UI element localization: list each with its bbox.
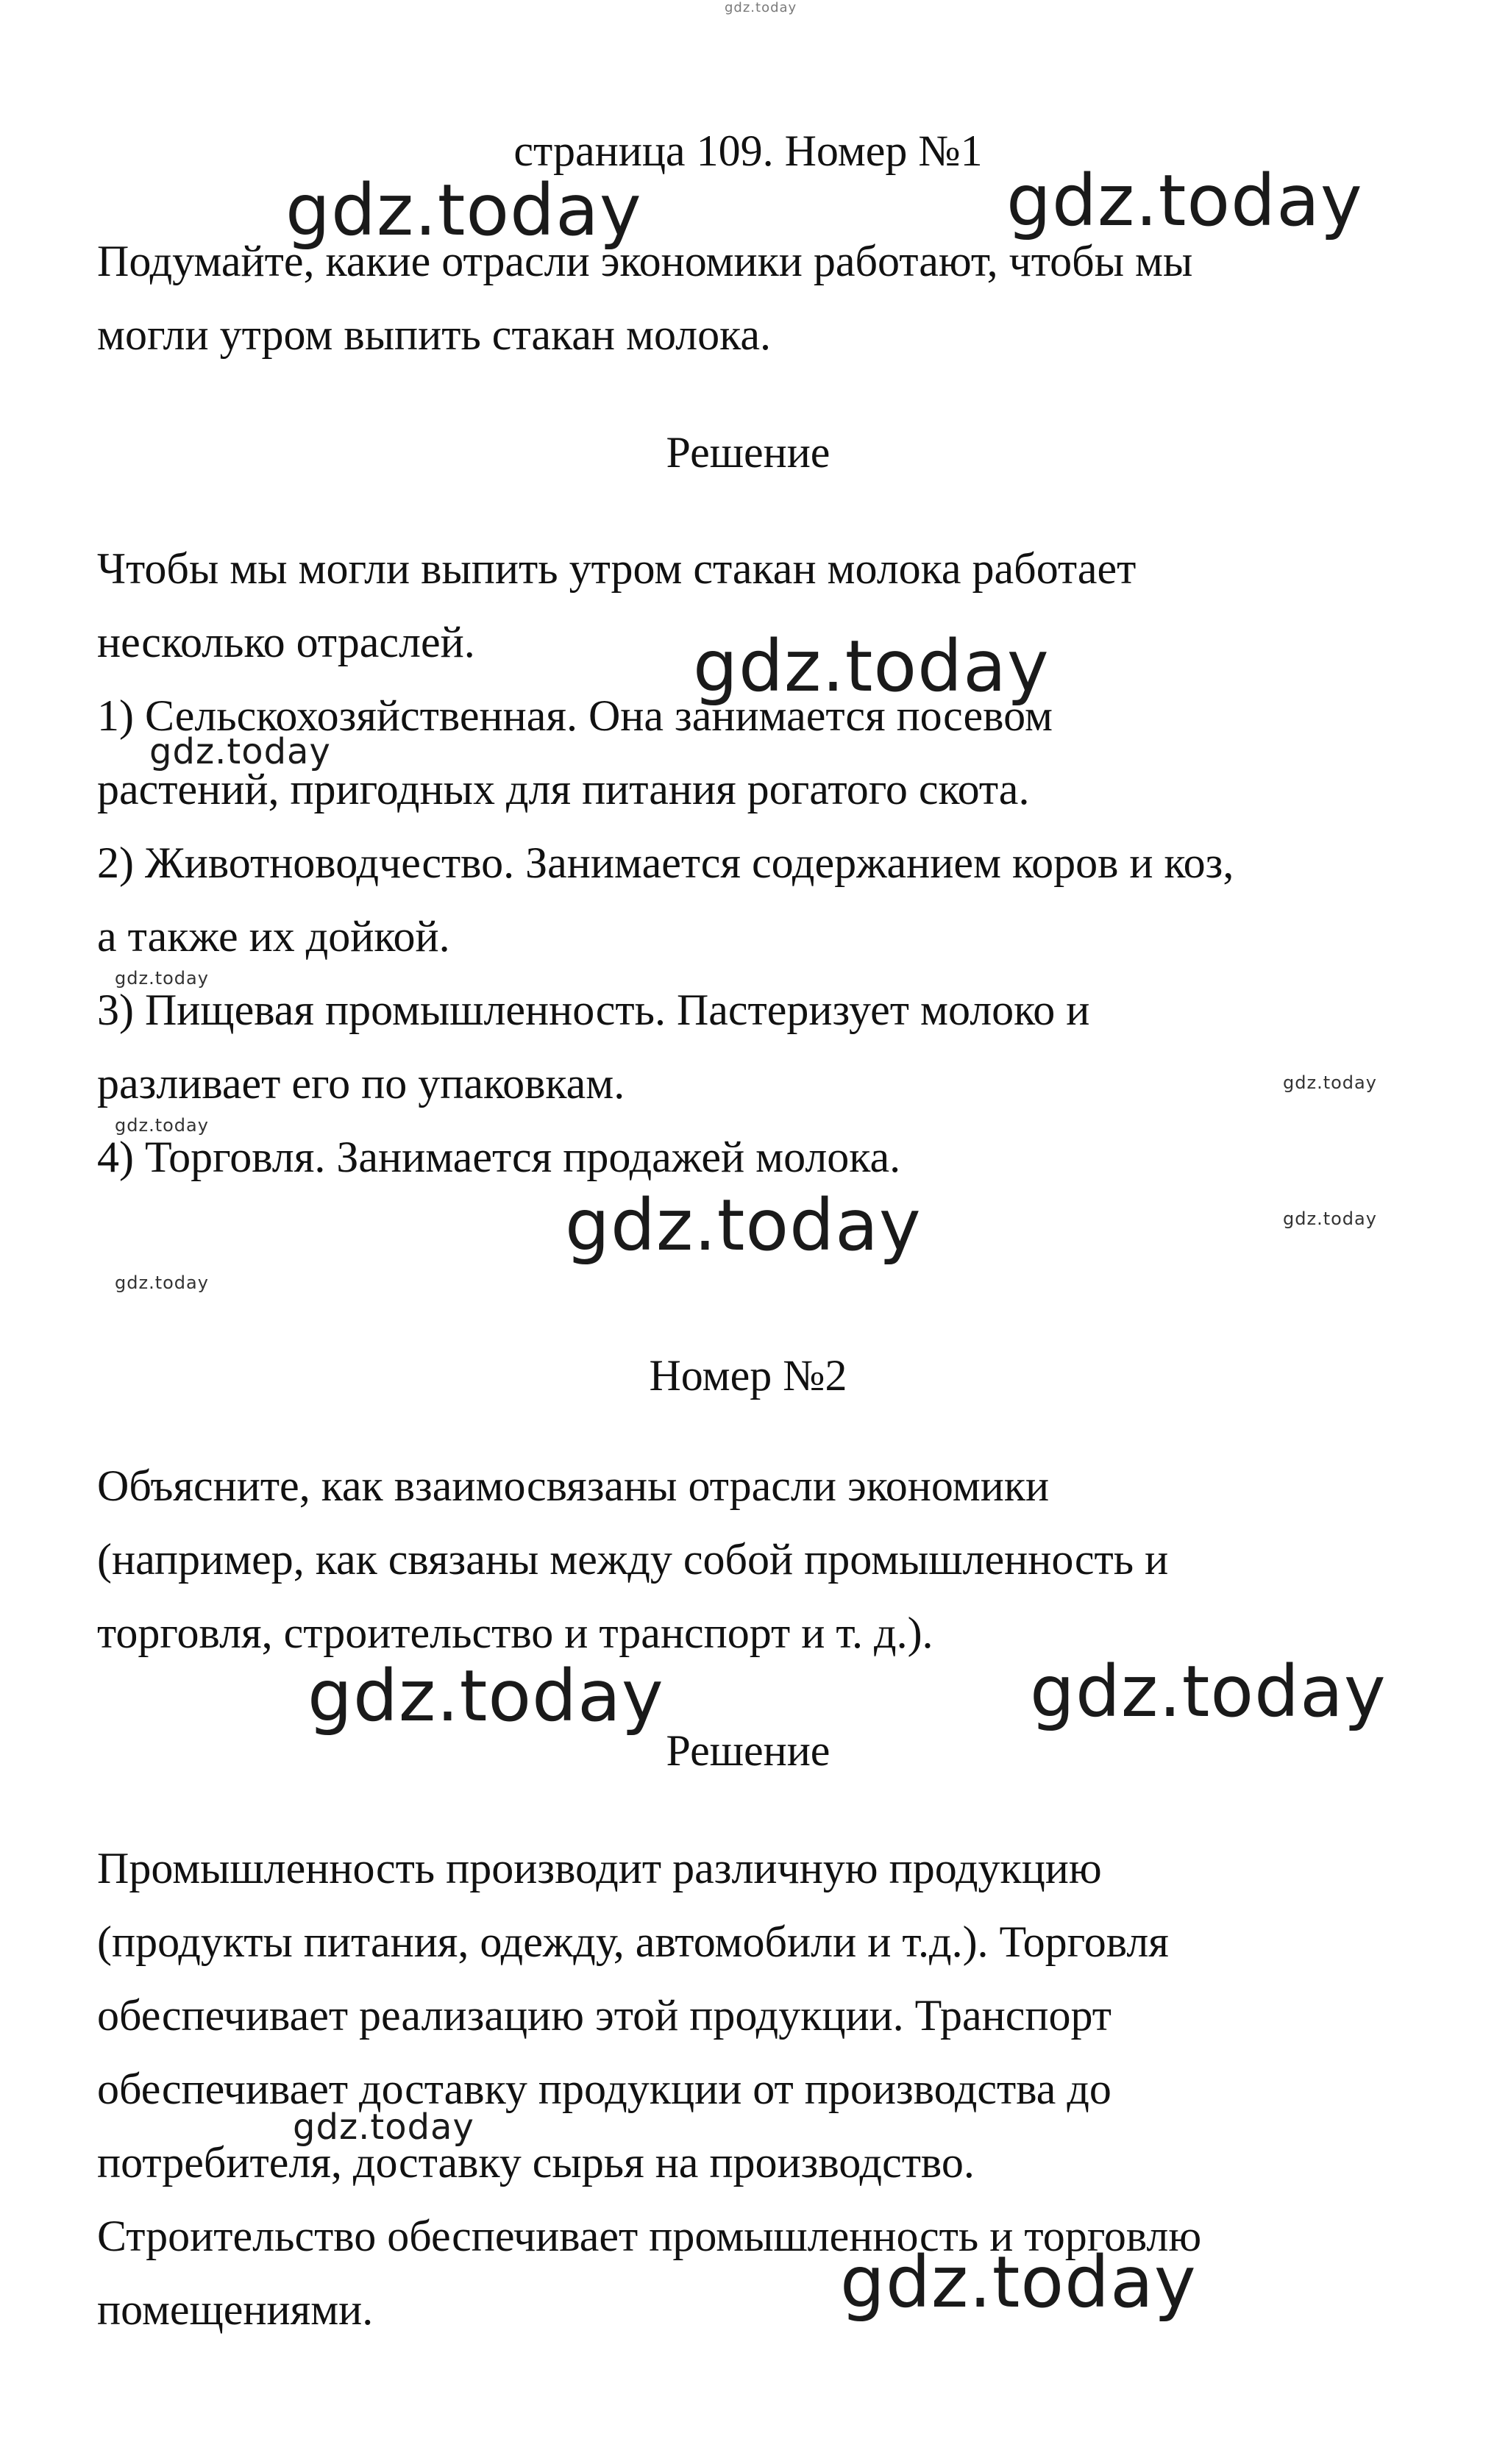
task2-answer-line-2: (продукты питания, одежду, автомобили и т.д.). Торговля — [97, 1918, 1169, 1966]
watermark-large: gdz.today — [565, 1184, 922, 1267]
watermark-large: gdz.today — [307, 1655, 664, 1737]
watermark-small: gdz.today — [1283, 1072, 1377, 1093]
task1-answer-line-4: растений, пригодных для питания рогатого скота. — [97, 765, 1030, 813]
task2-question-line-1: Объясните, как взаимосвязаны отрасли экономики — [97, 1461, 1050, 1510]
watermark-large: gdz.today — [693, 625, 1050, 708]
task2-question-line-2: (например, как связаны между собой промышленность и — [97, 1535, 1169, 1584]
watermark-tiny-top: gdz.today — [725, 0, 797, 15]
watermark-small: gdz.today — [1283, 1208, 1377, 1229]
task2-answer-line-4: обеспечивает доставку продукции от производства до — [97, 2065, 1112, 2113]
page-title: страница 109. Номер №1 — [513, 127, 983, 175]
task1-solution-heading: Решение — [666, 428, 831, 477]
task2-answer-line-5: потребителя, доставку сырья на производство. — [97, 2138, 975, 2187]
watermark-small: gdz.today — [115, 968, 209, 989]
task1-answer-line-3: 1) Сельскохозяйственная. Она занимается посевом — [97, 691, 1053, 740]
watermark-medium: gdz.today — [149, 731, 331, 772]
watermark-large: gdz.today — [840, 2241, 1197, 2324]
task2-answer-line-3: обеспечивает реализацию этой продукции. Транспорт — [97, 1991, 1112, 2040]
task2-answer-line-1: Промышленность производит различную продукцию — [97, 1844, 1102, 1892]
task2-title: Номер №2 — [649, 1351, 847, 1400]
task2-question-line-3: торговля, строительство и транспорт и т. д.). — [97, 1609, 933, 1657]
task1-question-line-1: Подумайте, какие отрасли экономики работают, чтобы мы — [97, 237, 1193, 285]
task2-answer-line-7: помещениями. — [97, 2285, 374, 2334]
watermark-medium: gdz.today — [293, 2107, 474, 2148]
watermark-large: gdz.today — [1006, 160, 1363, 242]
task1-answer-line-9: 4) Торговля. Занимается продажей молока. — [97, 1133, 901, 1181]
watermark-small: gdz.today — [115, 1272, 209, 1293]
task2-solution-heading: Решение — [666, 1726, 831, 1775]
task1-answer-line-2: несколько отраслей. — [97, 618, 475, 666]
watermark-large: gdz.today — [285, 169, 642, 252]
task1-answer-line-8: разливает его по упаковкам. — [97, 1059, 625, 1108]
task1-question-line-2: могли утром выпить стакан молока. — [97, 310, 771, 359]
task1-answer-line-7: 3) Пищевая промышленность. Пастеризует молоко и — [97, 986, 1090, 1034]
task2-answer-line-6: Строительство обеспечивает промышленность и торговлю — [97, 2212, 1202, 2260]
task1-answer-line-6: а также их дойкой. — [97, 912, 450, 961]
task1-answer-line-1: Чтобы мы могли выпить утром стакан молока работает — [97, 544, 1137, 593]
watermark-small: gdz.today — [115, 1115, 209, 1136]
task1-answer-line-5: 2) Животноводчество. Занимается содержанием коров и коз, — [97, 838, 1234, 887]
watermark-large: gdz.today — [1030, 1651, 1387, 1733]
